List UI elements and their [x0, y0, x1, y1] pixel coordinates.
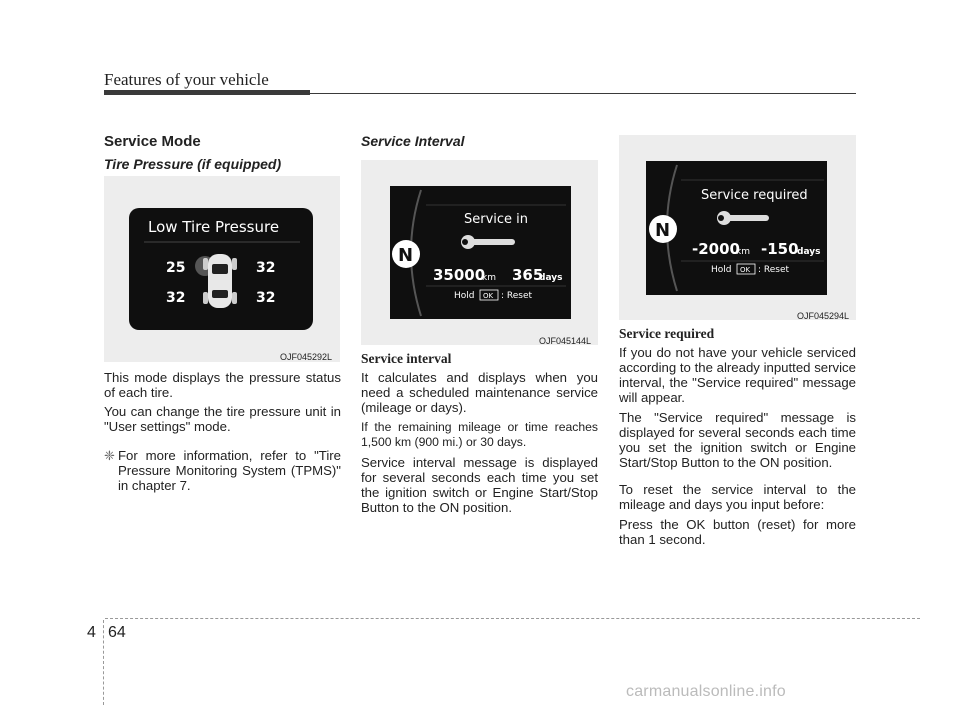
km-value: 35000 [433, 266, 486, 284]
km-unit: km [736, 247, 750, 257]
service-interval-subheading: Service Interval [361, 133, 465, 149]
paragraph: Service interval message is displayed for several seconds each time you set the ignition switch or Engine Start/Stop Button to the ON position. [361, 455, 598, 515]
service-in-screen [361, 160, 598, 345]
paragraph: You can change the tire pressure unit in "User settings" mode. [104, 404, 341, 434]
service-required-heading: Service required [619, 326, 715, 341]
page-header-title: Features of your vehicle [104, 70, 269, 89]
footer-vertical-rule [103, 620, 104, 705]
page-number: 64 [108, 624, 126, 641]
hold-label: Hold [711, 265, 732, 275]
service-in-figure [361, 160, 598, 345]
tire-pressure-subheading: Tire Pressure (if equipped) [104, 156, 282, 172]
paragraph: It calculates and displays when you need a scheduled maintenance service (mileage or days). [361, 370, 598, 415]
tire-pressure-figure [104, 176, 340, 362]
note-icon: ❈ [104, 448, 116, 463]
paragraph: If the remaining mileage or time reaches 1,500 km (900 mi.) or 30 days. [361, 420, 598, 449]
hold-label: Hold [454, 291, 475, 301]
figure-code: OJF045294L [797, 311, 850, 321]
figure-code: OJF045292L [280, 352, 333, 362]
days-unit: days [797, 247, 821, 257]
chapter-number: 4 [87, 624, 96, 641]
days-unit: days [539, 273, 563, 283]
ok-key: OK [483, 292, 494, 300]
km-unit: km [482, 273, 496, 283]
screen-title: Low Tire Pressure [148, 218, 280, 236]
ok-key: OK [740, 266, 751, 274]
paragraph: The "Service required" message is displayed for several seconds each time you set the ignition switch or Engine Start/Stop Button to the ON position. [619, 410, 856, 470]
header-bar [104, 90, 310, 95]
tire-fl-value: 25 [166, 260, 186, 276]
service-required-figure [619, 135, 856, 320]
gear-indicator: N [655, 220, 671, 241]
watermark: carmanualsonline.info [626, 683, 786, 700]
header-rule [310, 93, 856, 94]
tire-pressure-screen [104, 176, 340, 362]
paragraph: To reset the service interval to the mileage and days you input before: [619, 482, 856, 512]
paragraph: If you do not have your vehicle serviced according to the already inputted service interval, the "Service required" message will appear. [619, 345, 856, 405]
screen-title: Service required [701, 188, 808, 203]
days-value: 365 [512, 266, 544, 284]
footer-rule [105, 618, 920, 619]
tire-rr-value: 32 [256, 290, 276, 306]
paragraph: Press the OK button (reset) for more than 1 second. [619, 517, 856, 547]
reset-label: : Reset [758, 265, 790, 275]
days-value: -150 [761, 240, 799, 258]
gear-indicator: N [398, 245, 414, 266]
note-text: For more information, refer to "Tire Pressure Monitoring System (TPMS)" in chapter 7. [118, 448, 341, 493]
screen-title: Service in [464, 212, 529, 227]
tire-rl-value: 32 [166, 290, 186, 306]
section-title: Service Mode [104, 133, 201, 150]
km-value: -2000 [692, 240, 740, 258]
figure-code: OJF045144L [539, 336, 592, 346]
service-required-screen [619, 135, 856, 320]
paragraph: This mode displays the pressure status of each tire. [104, 370, 341, 400]
service-interval-heading: Service interval [361, 351, 452, 366]
tire-fr-value: 32 [256, 260, 276, 276]
reset-label: : Reset [501, 291, 533, 301]
